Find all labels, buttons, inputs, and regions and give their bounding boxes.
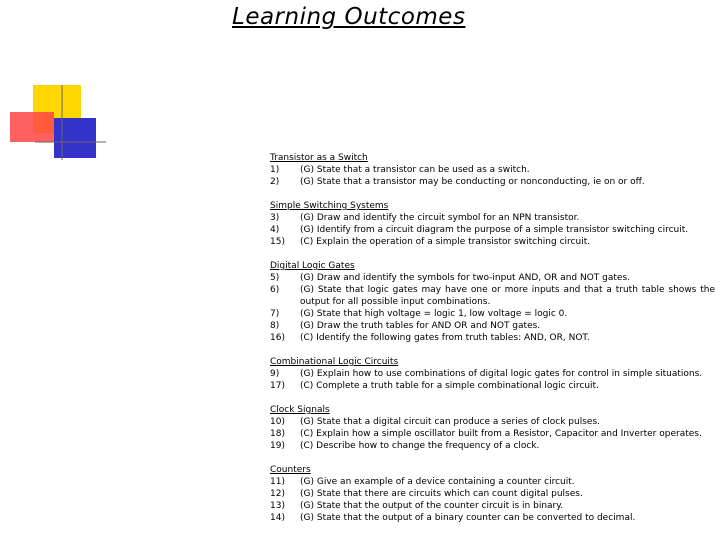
outcome-text: (C) Complete a truth table for a simple combinational logic circuit.: [300, 381, 599, 391]
outcome-number: 11): [270, 477, 285, 487]
outcome-number: 19): [270, 441, 285, 451]
outcome-text: (G) State that a transistor may be conducting or nonconducting, ie on or off.: [300, 177, 645, 187]
outcome-item: [270, 320, 715, 332]
outcome-section: [270, 404, 715, 452]
blue-square: [54, 118, 96, 158]
outcome-item: [270, 476, 715, 488]
section-title: Combinational Logic Circuits: [270, 357, 399, 367]
outcome-text: (C) Describe how to change the frequency of a clock.: [300, 441, 540, 451]
decorative-squares: [0, 0, 110, 170]
outcome-item: [270, 512, 715, 524]
outcome-number: 15): [270, 237, 285, 247]
outcome-text: (G) Explain how to use combinations of digital logic gates for control in simple situations.: [300, 369, 703, 379]
outcome-item: [270, 176, 715, 188]
outcome-text: (G) Draw and identify the symbols for two-input AND, OR and NOT gates.: [300, 273, 630, 283]
outcome-number: 14): [270, 513, 285, 523]
outcome-number: 8): [270, 321, 280, 331]
outcome-text: (C) Identify the following gates from truth tables: AND, OR, NOT.: [300, 333, 590, 343]
outcome-number: 5): [270, 273, 280, 283]
outcome-item: [270, 164, 715, 176]
slide-title: Learning Outcomes: [232, 4, 466, 30]
learning-outcomes-list: [270, 152, 715, 536]
section-title: Transistor as a Switch: [270, 153, 368, 163]
outcome-text: (C) Explain the operation of a simple transistor switching circuit.: [300, 237, 591, 247]
outcome-item: [270, 428, 715, 440]
outcome-text: (G) Identify from a circuit diagram the purpose of a simple transistor switching circuit.: [300, 225, 689, 235]
outcome-item: [270, 440, 715, 452]
outcome-item: [270, 416, 715, 428]
outcome-text: (G) Draw and identify the circuit symbol for an NPN transistor.: [300, 213, 580, 223]
outcome-text: (G) Draw the truth tables for AND OR and NOT gates.: [300, 321, 541, 331]
outcome-section: [270, 464, 715, 524]
outcome-number: 2): [270, 177, 280, 187]
outcome-item: [270, 212, 715, 224]
outcome-number: 7): [270, 309, 280, 319]
outcome-text: (G) State that the output of the counter circuit is in binary.: [300, 501, 564, 511]
outcome-text: (C) Explain how a simple oscillator built from a Resistor, Capacitor and Inverter operates.: [300, 429, 702, 439]
outcome-number: 4): [270, 225, 280, 235]
outcome-number: 10): [270, 417, 285, 427]
outcome-section: [270, 356, 715, 392]
outcome-text: (G) Give an example of a device containing a counter circuit.: [300, 477, 575, 487]
section-title: Simple Switching Systems: [270, 201, 389, 211]
outcome-item: [270, 380, 715, 392]
outcome-number: 16): [270, 333, 285, 343]
outcome-number: 17): [270, 381, 285, 391]
outcome-text: (G) State that a transistor can be used as a switch.: [300, 165, 530, 175]
outcome-text: (G) State that a digital circuit can produce a series of clock pulses.: [300, 417, 600, 427]
outcome-item: [270, 224, 715, 236]
outcome-item: [270, 284, 715, 308]
outcome-item: [270, 236, 715, 248]
outcome-section: [270, 152, 715, 188]
outcome-item: [270, 368, 715, 380]
outcome-item: [270, 308, 715, 320]
outcome-number: 6): [270, 285, 280, 295]
outcome-item: [270, 500, 715, 512]
outcome-text: (G) State that high voltage = logic 1, low voltage = logic 0.: [300, 309, 568, 319]
outcome-section: [270, 260, 715, 344]
section-title: Clock Signals: [270, 405, 330, 415]
outcome-number: 13): [270, 501, 285, 511]
outcome-number: 1): [270, 165, 280, 175]
outcome-number: 3): [270, 213, 280, 223]
outcome-item: [270, 488, 715, 500]
outcome-text: (G) State that the output of a binary counter can be converted to decimal.: [300, 513, 636, 523]
outcome-number: 18): [270, 429, 285, 439]
outcome-number: 12): [270, 489, 285, 499]
outcome-number: 9): [270, 369, 280, 379]
section-title: Counters: [270, 465, 311, 475]
outcome-section: [270, 200, 715, 248]
outcome-item: [270, 332, 715, 344]
outcome-text: (G) State that there are circuits which can count digital pulses.: [300, 489, 583, 499]
outcome-item: [270, 272, 715, 284]
outcome-text: (G) State that logic gates may have one or more inputs and that a truth table shows the output for all possible input combinations.: [300, 285, 715, 307]
section-title: Digital Logic Gates: [270, 261, 355, 271]
red-square: [10, 112, 54, 142]
